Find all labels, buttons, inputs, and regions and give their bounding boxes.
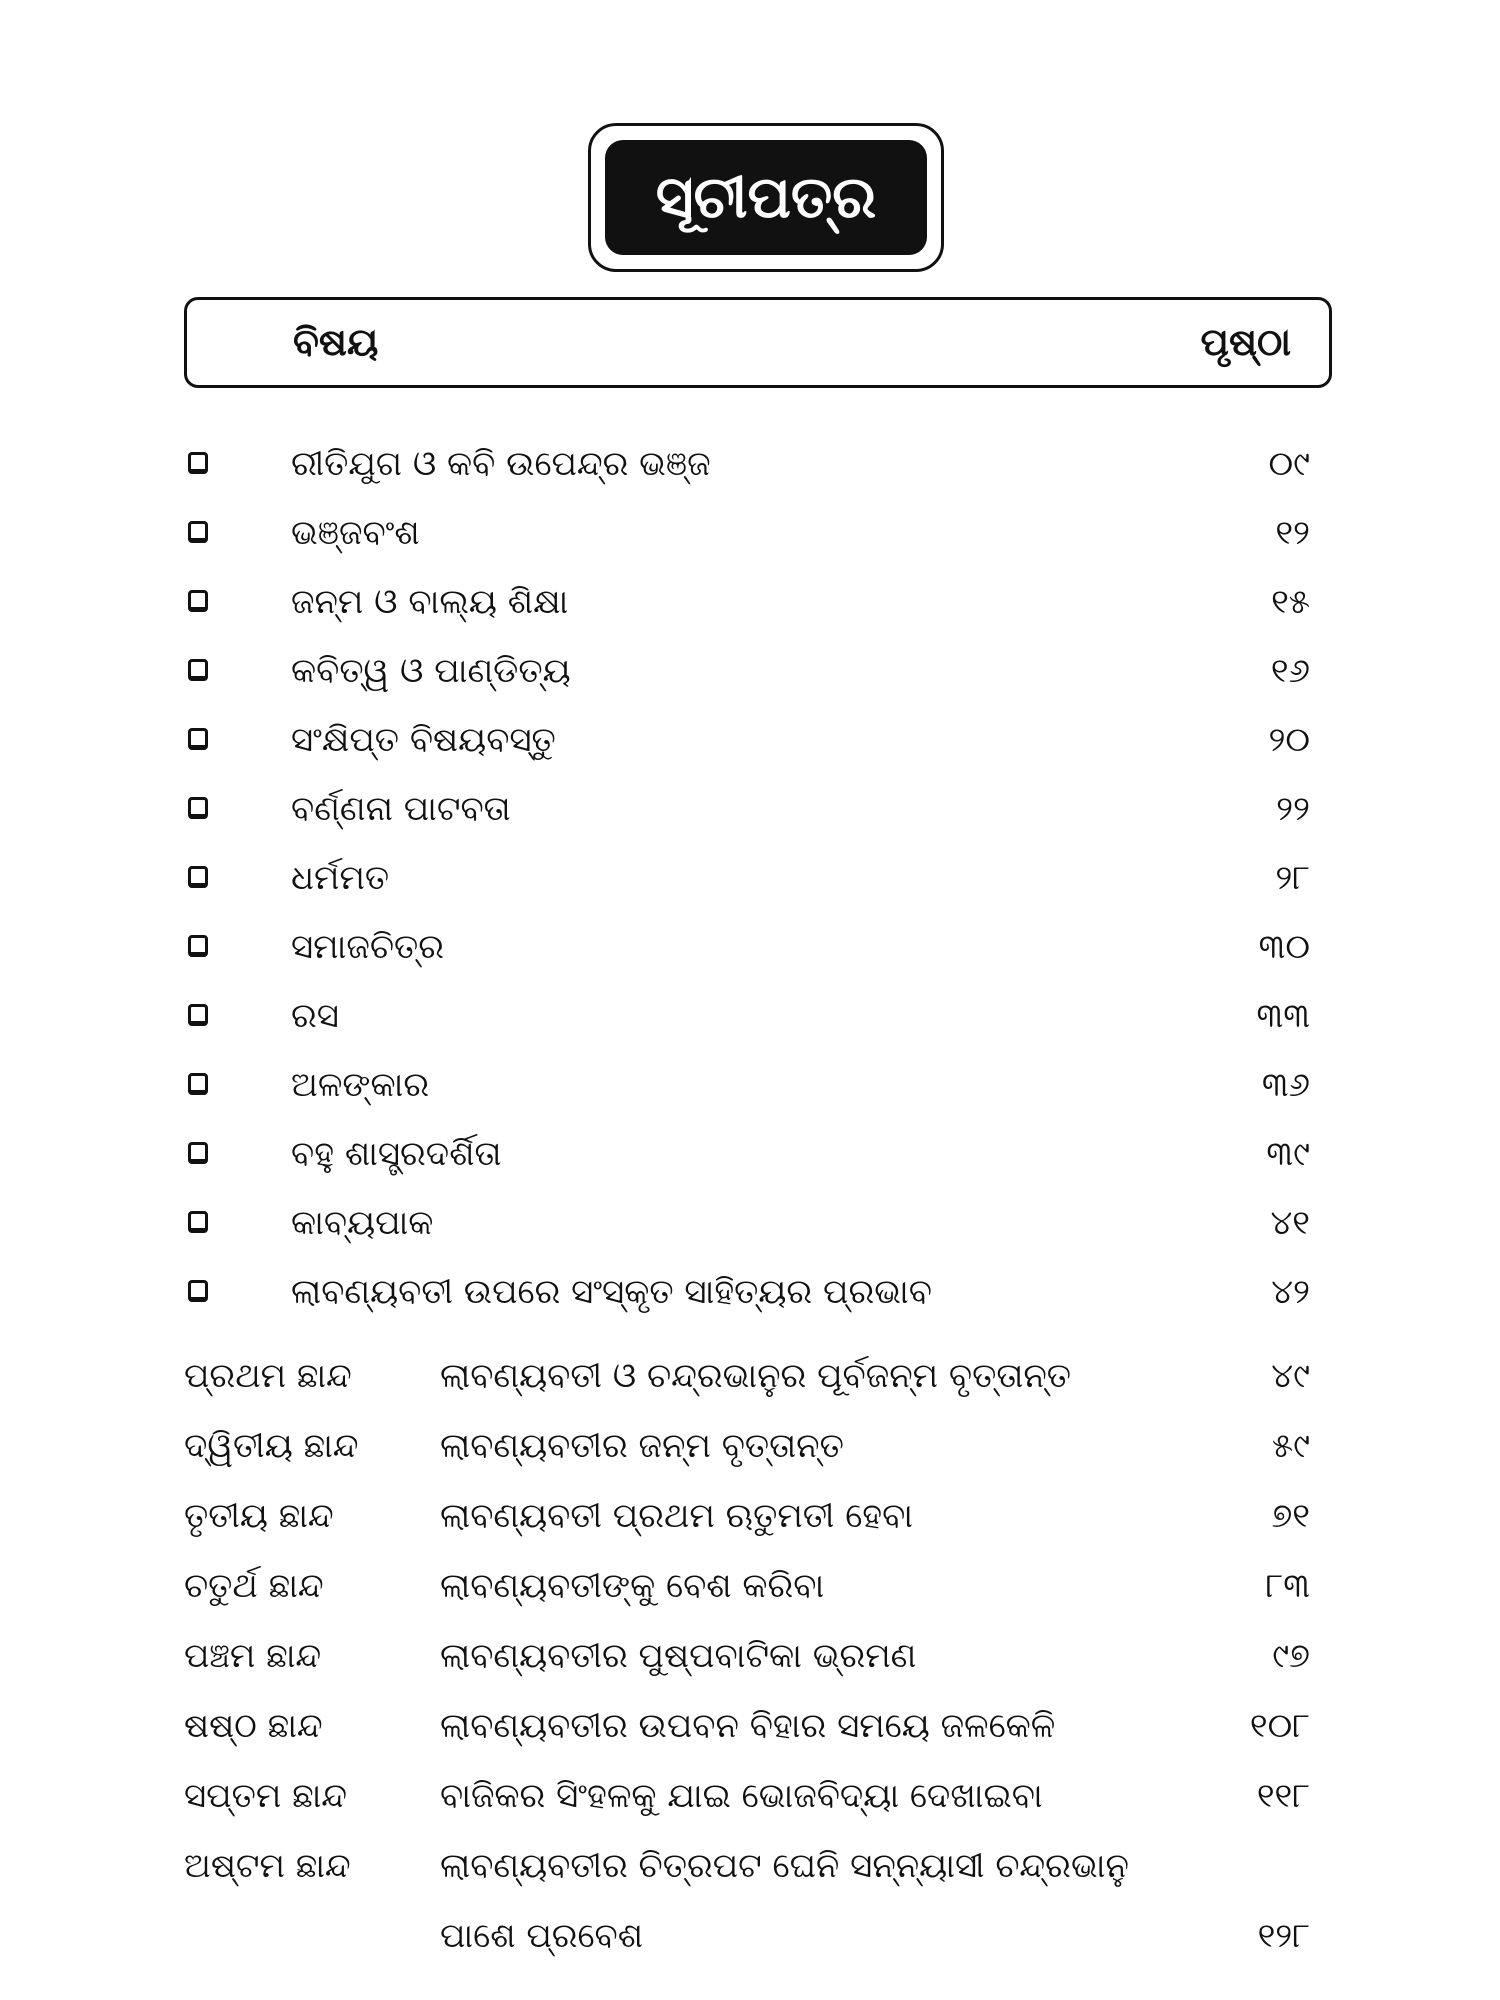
page-title: ସୂଚୀପତ୍ର	[655, 163, 877, 231]
header-subject: ବିଷୟ	[293, 320, 379, 364]
checkbox-bullet-icon	[188, 935, 208, 957]
entry-page: ୧୬	[1270, 651, 1310, 691]
toc-entry[interactable]	[0, 645, 1500, 705]
chapter-label: ପ୍ରଥମ ଛାନ୍ଦ	[184, 1356, 352, 1396]
chapter-page: ୧୧୮	[1256, 1776, 1310, 1816]
chapter-label: ଅଷ୍ଟମ ଛାନ୍ଦ	[184, 1846, 351, 1886]
chapter-title: ଲାବଣ୍ୟବତୀ ଓ ଚନ୍ଦ୍ରଭାନୁର ପୂର୍ବଜନ୍ମ ବୃତ୍ତାନ୍ତ	[440, 1356, 1072, 1396]
checkbox-bullet-icon	[188, 1073, 208, 1095]
entry-page: ୧୫	[1271, 582, 1310, 622]
checkbox-bullet-icon	[188, 1280, 208, 1302]
entry-page: ୦୯	[1268, 444, 1310, 484]
chapter-title: ଲାବଣ୍ୟବତୀର ଉପବନ ବିହାର ସମୟେ ଜଳକେଳି	[440, 1706, 1056, 1746]
chapter-entry[interactable]	[0, 1840, 1500, 1956]
chapter-label: ସପ୍ତମ ଛାନ୍ଦ	[184, 1776, 348, 1816]
checkbox-bullet-icon	[188, 521, 208, 543]
entry-title: କାବ୍ୟପାକ	[291, 1203, 434, 1243]
page-title-frame	[588, 123, 944, 272]
entry-page: ୨୨	[1276, 789, 1310, 829]
entry-title: ଧର୍ମମତ	[291, 858, 390, 898]
chapter-page: ୧୦୮	[1249, 1706, 1310, 1746]
entry-title: ଅଳଙ୍କାର	[291, 1065, 430, 1105]
checkbox-bullet-icon	[188, 797, 208, 819]
entry-title: କବିତ୍ୱ ଓ ପାଣ୍ଡିତ୍ୟ	[291, 651, 571, 691]
chapter-label: ଦ୍ୱିତୀୟ ଛାନ୍ଦ	[184, 1426, 359, 1466]
chapter-page: ୯୭	[1272, 1636, 1310, 1676]
toc-entry[interactable]	[0, 990, 1500, 1050]
chapter-title-continued: ପାଶେ ପ୍ରବେଶ	[440, 1916, 644, 1956]
toc-entry[interactable]	[0, 921, 1500, 981]
chapter-entry[interactable]	[0, 1350, 1500, 1410]
chapter-page: ୭୧	[1271, 1496, 1310, 1536]
chapter-entry[interactable]	[0, 1420, 1500, 1480]
chapter-page: ୪୯	[1271, 1356, 1310, 1396]
chapter-label: ପଞ୍ଚମ ଛାନ୍ଦ	[184, 1636, 322, 1676]
entry-page: ୨୮	[1275, 858, 1310, 898]
toc-entry[interactable]	[0, 783, 1500, 843]
chapter-entry[interactable]	[0, 1560, 1500, 1620]
entry-page: ୪୧	[1270, 1203, 1310, 1243]
checkbox-bullet-icon	[188, 866, 208, 888]
chapter-page: ୮୩	[1265, 1566, 1310, 1606]
toc-entry[interactable]	[0, 1128, 1500, 1188]
chapter-title: ଲାବଣ୍ୟବତୀ ପ୍ରଥମ ଋତୁମତୀ ହେବା	[440, 1496, 914, 1536]
chapter-entry[interactable]	[0, 1700, 1500, 1760]
chapter-title: ଲାବଣ୍ୟବତୀର ଜନ୍ମ ବୃତ୍ତାନ୍ତ	[440, 1426, 844, 1466]
entry-title: ଲାବଣ୍ୟବତୀ ଉପରେ ସଂସ୍କୃତ ସାହିତ୍ୟର ପ୍ରଭାବ	[291, 1272, 932, 1312]
chapter-title: ଲାବଣ୍ୟବତୀର ପୁଷ୍ପବାଟିକା ଭ୍ରମଣ	[440, 1636, 917, 1676]
entry-title: ରସ	[291, 996, 339, 1036]
chapter-entry[interactable]	[0, 1490, 1500, 1550]
toc-entry[interactable]	[0, 507, 1500, 567]
entry-title: ବର୍ଣ୍ଣନା ପାଟବତା	[291, 789, 511, 829]
entry-page: ୧୨	[1275, 513, 1310, 553]
chapter-title: ଲାବଣ୍ୟବତୀଙ୍କୁ ବେଶ କରିବା	[440, 1566, 825, 1606]
chapter-page: ୫୯	[1271, 1426, 1310, 1466]
checkbox-bullet-icon	[188, 590, 208, 612]
toc-entry[interactable]	[0, 714, 1500, 774]
header-page: ପୃଷ୍ଠା	[1200, 320, 1291, 364]
toc-entry[interactable]	[0, 1266, 1500, 1326]
toc-entry[interactable]	[0, 576, 1500, 636]
checkbox-bullet-icon	[188, 1004, 208, 1026]
chapter-page: ୧୨୮	[1257, 1916, 1310, 1956]
entry-title: ବହୁ ଶାସ୍ତ୍ରଦର୍ଶିତା	[291, 1134, 502, 1174]
chapter-label: ଚତୁର୍ଥ ଛାନ୍ଦ	[184, 1566, 324, 1606]
toc-header	[184, 297, 1332, 388]
entry-page: ୨୦	[1268, 720, 1310, 760]
toc-entry[interactable]	[0, 1197, 1500, 1257]
toc-entry[interactable]	[0, 852, 1500, 912]
chapter-entry[interactable]	[0, 1630, 1500, 1690]
page-title-plaque	[605, 140, 927, 255]
chapter-title: ବାଜିକର ସିଂହଳକୁ ଯାଇ ଭୋଜବିଦ୍ୟା ଦେଖାଇବା	[440, 1776, 1043, 1816]
entry-title: ଜନ୍ମ ଓ ବାଲ୍ୟ ଶିକ୍ଷା	[291, 582, 569, 622]
checkbox-bullet-icon	[188, 728, 208, 750]
entry-page: ୩୦	[1258, 927, 1310, 967]
checkbox-bullet-icon	[188, 1211, 208, 1233]
entry-page: ୩୬	[1261, 1065, 1310, 1105]
chapter-entry[interactable]	[0, 1770, 1500, 1830]
entry-title: ସମାଜଚିତ୍ର	[291, 927, 445, 967]
entry-title: ସଂକ୍ଷିପ୍ତ ବିଷୟବସ୍ତୁ	[291, 720, 556, 760]
toc-entry[interactable]	[0, 1059, 1500, 1119]
entry-page: ୪୨	[1271, 1272, 1310, 1312]
entry-title: ରୀତିଯୁଗ ଓ କବି ଉପେନ୍ଦ୍ର ଭଞ୍ଜ	[291, 444, 711, 484]
checkbox-bullet-icon	[188, 659, 208, 681]
entry-page: ୩୩	[1256, 996, 1310, 1036]
toc-entry[interactable]	[0, 438, 1500, 498]
chapter-label: ତୃତୀୟ ଛାନ୍ଦ	[184, 1496, 334, 1536]
checkbox-bullet-icon	[188, 452, 208, 474]
chapter-label: ଷଷ୍ଠ ଛାନ୍ଦ	[184, 1706, 323, 1746]
entry-page: ୩୯	[1266, 1134, 1310, 1174]
chapter-title: ଲାବଣ୍ୟବତୀର ଚିତ୍ରପଟ ଘେନି ସନ୍ନ୍ୟାସୀ ଚନ୍ଦ୍ରଭାନୁ	[440, 1846, 1129, 1886]
entry-title: ଭଞ୍ଜବଂଶ	[291, 513, 420, 553]
checkbox-bullet-icon	[188, 1142, 208, 1164]
